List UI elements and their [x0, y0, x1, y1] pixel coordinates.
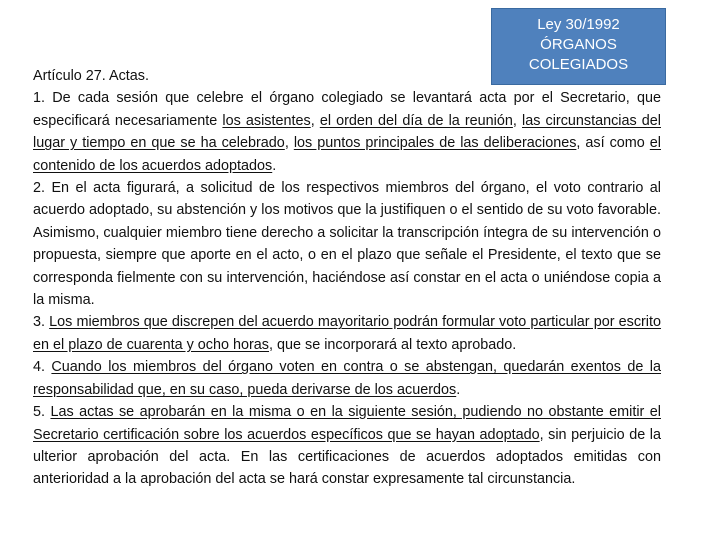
paragraph-3 [33, 311, 661, 356]
paragraph-2: 2. En el acta figurará, a solicitud de los respectivos miembros del órgano, el voto contrario al acuerdo adoptado, su abstención y los motivos que la justifiquen o el sentido de su voto favorable. Asimismo, cualquier miembro tiene derecho a solicitar la transcripción íntegra de su intervención o propuesta, siempre que aporte en el acto, o en el plazo que señale el Presidente, el texto que se corresponda fielmente con su intervención, haciéndose así constar en el acta o uniéndose copia a la misma. [33, 180, 661, 309]
underlined-text: las circunstancias del lugar y tiempo en que se ha celebrado [33, 112, 661, 152]
paragraph-text: , [310, 112, 320, 129]
article-text [33, 65, 661, 491]
underlined-text: los asistentes [222, 112, 311, 129]
paragraph-4 [33, 356, 661, 401]
paragraph-text: 3. [33, 314, 50, 331]
paragraph-text: . [456, 381, 461, 398]
paragraph-text: , sin perjuicio de la ulterior aprobación del acta. En las certificaciones de acuerdos adoptados emitidas con anterioridad a la aprobación del acta se hará constar expresamente tal circunstancia. [33, 426, 662, 488]
law-reference-line: Ley 30/1992 [537, 16, 620, 33]
underlined-text: el orden del día de la reunión [319, 112, 513, 129]
underlined-text: Los miembros que discrepen del acuerdo mayoritario podrán formular voto particular por escrito en el plazo de cuarenta y ocho horas [33, 314, 662, 353]
article-title: Artículo 27. Actas. [33, 68, 149, 84]
underlined-text: los puntos principales de las deliberaciones [293, 135, 577, 152]
paragraph-text: . [272, 157, 277, 174]
paragraph-1 [33, 87, 661, 177]
paragraph-text: 1. De cada sesión que celebre el órgano colegiado se levantará acta por el Secretario, que especificará necesariamente [33, 90, 661, 129]
paragraph-text: , [284, 135, 294, 152]
paragraph-5 [33, 401, 661, 491]
law-topic-line: COLEGIADOS [528, 56, 629, 73]
underlined-text: Cuando los miembros del órgano voten en contra o se abstengan, quedarán exentos de la responsabilidad que, en su caso, pueda derivarse de los acuerdos [33, 359, 662, 398]
paragraph-text: , así como [576, 135, 650, 152]
paragraph-text: , que se incorporará al texto aprobado. [269, 336, 517, 353]
paragraph-text: 4. [33, 359, 52, 376]
underlined-text: Las actas se aprobarán en la misma o en la siguiente sesión, pudiendo no obstante emitir el Secretario certificación sobre los acuerdos específicos que se hayan adoptado [33, 404, 661, 443]
paragraph-text: 5. [33, 404, 51, 421]
law-topic-line: ÓRGANOS [540, 36, 617, 53]
paragraph-text: , [512, 112, 522, 129]
underlined-text: el contenido de los acuerdos adoptados [33, 135, 661, 174]
